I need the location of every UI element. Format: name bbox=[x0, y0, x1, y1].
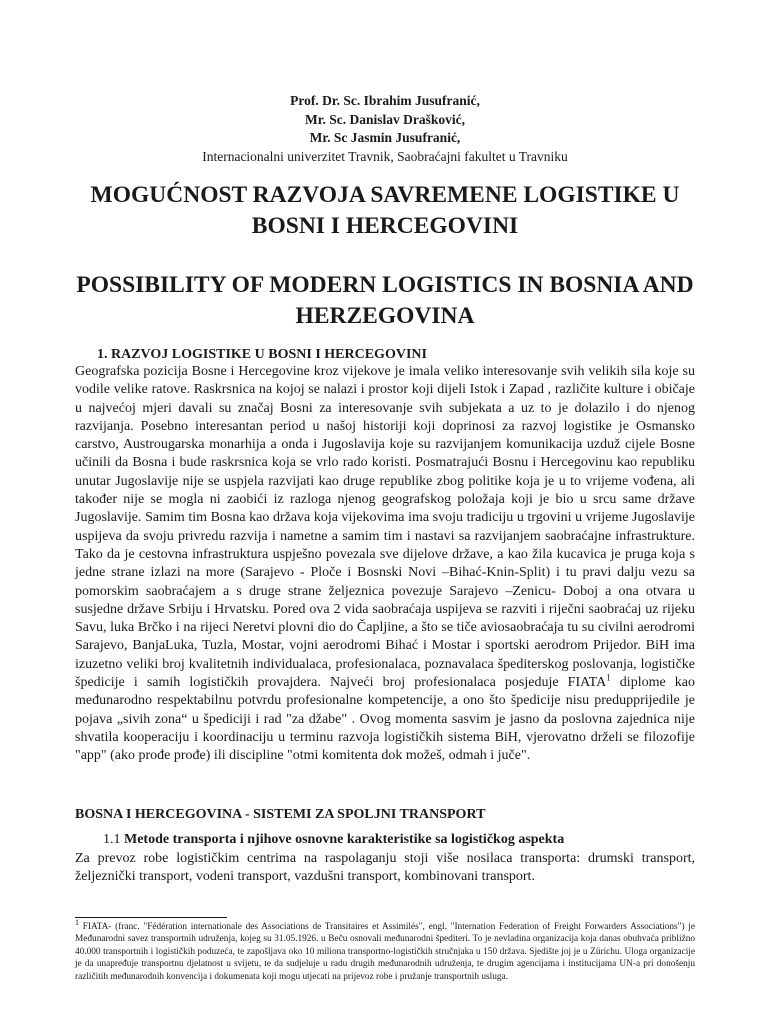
footnote-mark: 1 bbox=[75, 917, 79, 927]
footnote-divider bbox=[75, 917, 227, 918]
section-1-paragraph bbox=[75, 363, 695, 766]
section-heading-2: BOSNA I HERCEGOVINA - SISTEMI ZA SPOLJNI TRANSPORT bbox=[75, 807, 486, 822]
paper-title-bosnian: MOGUĆNOST RAZVOJA SAVREMENE LOGISTIKE U BOSNI I HERCEGOVINI bbox=[90, 182, 680, 239]
subsection-heading bbox=[103, 831, 564, 849]
paragraph-text-part-2: diplome kao međunarodno respektabilnu potvrdu profesionalne kompetencije, a ono što špedicije nisu predupprijedile je pojava „sivih zona“ u špediciji i rad "za džabe" . Ovog momenta sasvim je jasno da poslovna zajednica nije shvatila kooperaciju i koordinaciju u terminu razvoja logističkih sistema BiH, vjerovatno drželi se filozofije "app" (ako prođe prođe) ili discipline "otmi komitenta dok možeš, odmah i juče". bbox=[75, 675, 695, 764]
footnote bbox=[75, 917, 695, 983]
subsection-title: Metode transporta i njihove osnovne karakteristike sa logističkog aspekta bbox=[124, 832, 565, 847]
author-affiliation: Internacionalni univerzitet Travnik, Saobraćajni fakultet u Travniku bbox=[202, 148, 568, 164]
footnote-reference[interactable]: 1 bbox=[606, 672, 611, 683]
author-name-2: Mr. Sc. Danislav Drašković, bbox=[304, 111, 465, 127]
author-block bbox=[75, 92, 695, 166]
footnote-text: FIATA- (franc. "Fédération internationale des Associations de Transitaires et Assimilés", engl. "Internation Federation of Freight Forwarders Associations") je Međunarodni savez transportnih udruženja, kojeg su 31.05.1926. u Beču osnovali međunarodni špediteri. To je nevladina organizacija koja danas obuhvaća približno 40.000 transportnih i logističkih poduzeća, te zapošljava oko 10 miliona transportno-logističkih stručnjaka u 150 država. Sjedište joj je u Zürichu. Uloga organizacije je da unapređuje transportnu djelatnost u svijetu, te da sudjeluje u radu drugih međunarodnih udruženja, te drugim agencijama i institucijama UN-a pri donošenju različitih međunarodnih konvencija i dokumenata koji mogu utjecati na prijevoz robe i pružanje transportnih usluga. bbox=[75, 922, 695, 982]
section-heading-1: 1. RAZVOJ LOGISTIKE U BOSNI I HERCEGOVINI bbox=[97, 347, 427, 362]
paragraph-text-part-1: Geografska pozicija Bosne i Hercegovine kroz vijekove je imala veliko interesovanje svih velikih sila koje su vodile velike ratove. Raskrsnica na kojoj se nalazi i prostor koji dijeli Istok i Zapad , različite kulture i običaje u najvećoj mjeri davali su značaj Bosni za interesovanje svih subjekata a uz to je dolazilo i do njenog razvijanja. Posebno interesantan period u našoj historiji koji doprinosi za razvoj logistike je Osmansko carstvo, Austrougarska monarhija a onda i Jugoslavija koje su razvijanjem komunikacija uzduž cijele Bosne učinili da Bosna i bude raskrsnica koja se vrlo rado koristi. Posmatrajući Bosnu i Hercegovinu kao republiku unutar Jugoslavije nije se uspjela razvijati kao druge republike zbog politike koja je u to vrijeme vođena, ali također nije se mogla ni zaobići iz razloga njenog geografskog položaja koji je bio u srcu same države Jugoslavije. Samim tim Bosna kao država koja vijekovima ima svoju tradiciju u trgovini u vrijeme Jugoslavije uspijeva da svoju privredu razvija i nametne a samim tim i nastavi sa razvijanjem saobraćajne infrastrukture. Tako da je cestovna infrastruktura uspješno povezala sve dijelove države, a kao žila kucavica je pruga koja s jedne strane izlazi na more (Sarajevo - Ploče i Bosnski Novi –Bihać-Knin-Split) i tu pravi dalju vezu sa pomorskim saobraćajem a s druge strane željeznica povezuje Sarajevo –Zenicu- Doboj a ona otvara u susjedne države Srbiju i Hrvatsku. Pored ova 2 vida saobraćaja uspijeva se razviti i riječni saobraćaj uz rijeku Savu, luka Brčko i na rijeci Neretvi plovni dio do Čapljine, a što se tiče aviosaobraćaja tu su civilni aerodromi Sarajevo, BanjaLuka, Tuzla, Mostar, vojni aerodromi Bihać i Mostar i sportski aerodrom Prijedor. BiH ima izuzetno veliki broj kvalitetnih individualaca, profesionalaca, poznavalaca špediterskog poslovanja, logističke špedicije i samih logističkih provajdera. Najveći broj profesionalaca posjeduje FIATA bbox=[75, 364, 695, 691]
section-2-paragraph: Za prevoz robe logističkim centrima na raspolaganju stoji više nosilaca transporta: drumski transport, željeznički transport, vodeni transport, vazdušni transport, kombinovani transport. bbox=[75, 851, 695, 885]
author-name-1: Prof. Dr. Sc. Ibrahim Jusufranić, bbox=[290, 93, 480, 108]
subsection-number: 1.1 bbox=[103, 832, 124, 847]
author-name-3: Mr. Sc Jasmin Jusufranić, bbox=[309, 130, 461, 145]
paper-title-english: POSSIBILITY OF MODERN LOGISTICS IN BOSNIA AND HERZEGOVINA bbox=[76, 272, 694, 329]
